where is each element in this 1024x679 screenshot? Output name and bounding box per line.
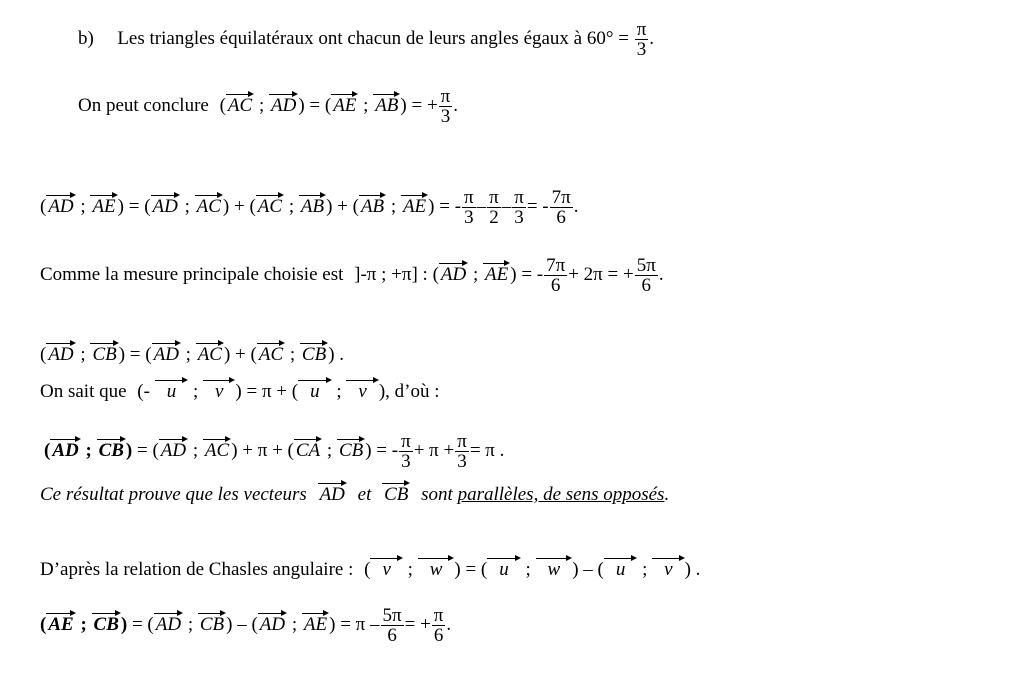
line-conclude: On peut conclure ( AC ; AD ) = ( AE ; AB ) = + $\frac{\pi}{3}$ . <box>78 86 459 127</box>
vector-CA: CA <box>295 439 321 461</box>
vector-AE-bold: AE <box>48 613 74 635</box>
line-AD-CB: ( AD ; CB ) = ( AD ; AC ) + ( AC ; CB ) . <box>40 344 345 365</box>
et-text: et <box>357 484 372 505</box>
line-chasles: D’après la relation de Chasles angulaire : ( v ; w ) = ( u ; w ) – ( u ; v ) . <box>40 559 701 580</box>
fraction-pi-3: $\frac{\pi}{3}$ <box>464 187 474 228</box>
vector-u: u <box>604 559 638 581</box>
vector-CB: CB <box>338 439 364 461</box>
vector-CB-bold: CB <box>98 439 124 461</box>
vector-v: v <box>652 559 684 581</box>
line-b-equilateral: b) Les triangles équilatéraux ont chacun de leurs angles égaux à 60° = $\frac{\pi}{3}$ . <box>78 19 655 60</box>
interval-text: ]-π ; +π] : <box>354 263 428 285</box>
dou-text: , d’où : <box>385 381 440 402</box>
vector-AD-bold: AD <box>52 439 79 461</box>
vector-CB: CB <box>92 344 117 365</box>
line-on-sait: On sait que (- u ; v ) = π + ( u ; v ), d’où : <box>40 381 440 402</box>
vector-w: w <box>536 559 573 581</box>
vector-u: u <box>155 381 189 403</box>
vector-CB: CB <box>199 613 225 635</box>
vector-v: v <box>346 381 378 403</box>
vector-AD: AD <box>440 263 467 285</box>
vector-AE: AE <box>303 613 328 635</box>
on-sait-text: On sait que <box>40 381 127 402</box>
fraction-pi-3: $\frac{\pi}{3}$ <box>636 19 647 60</box>
vector-AD: AD <box>319 484 345 505</box>
vector-AB: AB <box>300 195 325 217</box>
vector-CB: CB <box>301 344 327 365</box>
item-marker: b) <box>78 27 94 49</box>
vector-AB: AB <box>375 94 399 116</box>
statement-text: Les triangles équilatéraux ont chacun de leurs angles égaux à 60° = <box>117 27 629 49</box>
vector-AD: AD <box>48 344 74 365</box>
vector-AD: AD <box>152 195 178 217</box>
vector-AD: AD <box>48 195 74 217</box>
fraction-pi-2: $\frac{\pi}{2}$ <box>489 187 499 228</box>
fraction-pi-3: $\frac{\pi}{3}$ <box>457 431 467 472</box>
vector-AC: AC <box>258 344 284 365</box>
vector-CB-bold: CB <box>93 613 119 635</box>
vector-AE: AE <box>333 94 357 116</box>
vector-AE: AE <box>485 263 509 285</box>
vector-AC: AC <box>257 195 283 217</box>
fraction-pi-3: $\frac{\pi}{3}$ <box>440 86 451 127</box>
vector-AE: AE <box>402 195 427 217</box>
line-AE-CB-result: ( AE ; CB ) = ( AD ; CB ) – ( AD ; AE ) = π – $\frac{5\pi}{6}$ = + $\frac{\pi}{6}$ . <box>40 605 452 646</box>
fraction-5pi-6: $\frac{5\pi}{6}$ <box>636 255 656 296</box>
vector-AD: AD <box>259 613 286 635</box>
vector-AC: AC <box>197 344 222 365</box>
vector-AB: AB <box>360 195 385 217</box>
line-result-statement: Ce résultat prouve que les vecteurs AD et CB sont parallèles, de sens opposés. <box>40 484 670 505</box>
fraction-pi-6: $\frac{\pi}{6}$ <box>433 605 444 646</box>
comme-text: Comme la mesure principale choisie est <box>40 263 344 285</box>
vector-v: v <box>370 559 402 581</box>
vector-v: v <box>203 381 235 403</box>
line-principal-measure: Comme la mesure principale choisie est ]-π ; +π] : ( AD ; AE ) = - $\frac{7\pi}{6}$ + 2π = + $\frac{5\pi}{6}$ . <box>40 255 664 296</box>
underlined-conclusion: parallèles, de sens opposés <box>457 484 665 505</box>
fraction-pi-3: $\frac{\pi}{3}$ <box>514 187 524 228</box>
sont-text: sont <box>421 484 453 505</box>
vector-AD: AD <box>160 439 187 461</box>
vector-CB: CB <box>384 484 409 505</box>
line-AD-CB-result: ( AD ; CB ) = ( AD ; AC ) + π + ( CA ; CB ) = - $\frac{\pi}{3}$ + π + $\frac{\pi}{3}$ = π . <box>44 431 505 472</box>
vector-AC: AC <box>196 195 221 217</box>
line-AD-AE: ( AD ; AE ) = ( AD ; AC ) + ( AC ; AB ) + ( AB ; AE ) = - $\frac{\pi}{3}$ – $\frac{\pi}{2}$ – $\frac{\pi}{3}$ = - $\frac{7\pi}{6}$ . <box>40 187 579 228</box>
vector-AD: AD <box>153 344 179 365</box>
chasles-text: D’après la relation de Chasles angulaire : <box>40 559 354 580</box>
vector-w: w <box>418 559 455 581</box>
result-text: Ce résultat prouve que les vecteurs <box>40 484 307 505</box>
vector-AE: AE <box>92 195 116 217</box>
vector-AD: AD <box>270 94 297 116</box>
fraction-pi-3: $\frac{\pi}{3}$ <box>401 431 411 472</box>
fraction-7pi-6: $\frac{7\pi}{6}$ <box>546 255 566 296</box>
vector-AC: AC <box>204 439 230 461</box>
fraction-5pi-6: $\frac{5\pi}{6}$ <box>382 605 402 646</box>
fraction-7pi-6: $\frac{7\pi}{6}$ <box>551 187 571 228</box>
vector-u: u <box>298 381 332 403</box>
conclude-text: On peut conclure <box>78 94 209 116</box>
vector-u: u <box>487 559 521 581</box>
vector-AD: AD <box>155 613 182 635</box>
vector-AC: AC <box>227 94 253 116</box>
